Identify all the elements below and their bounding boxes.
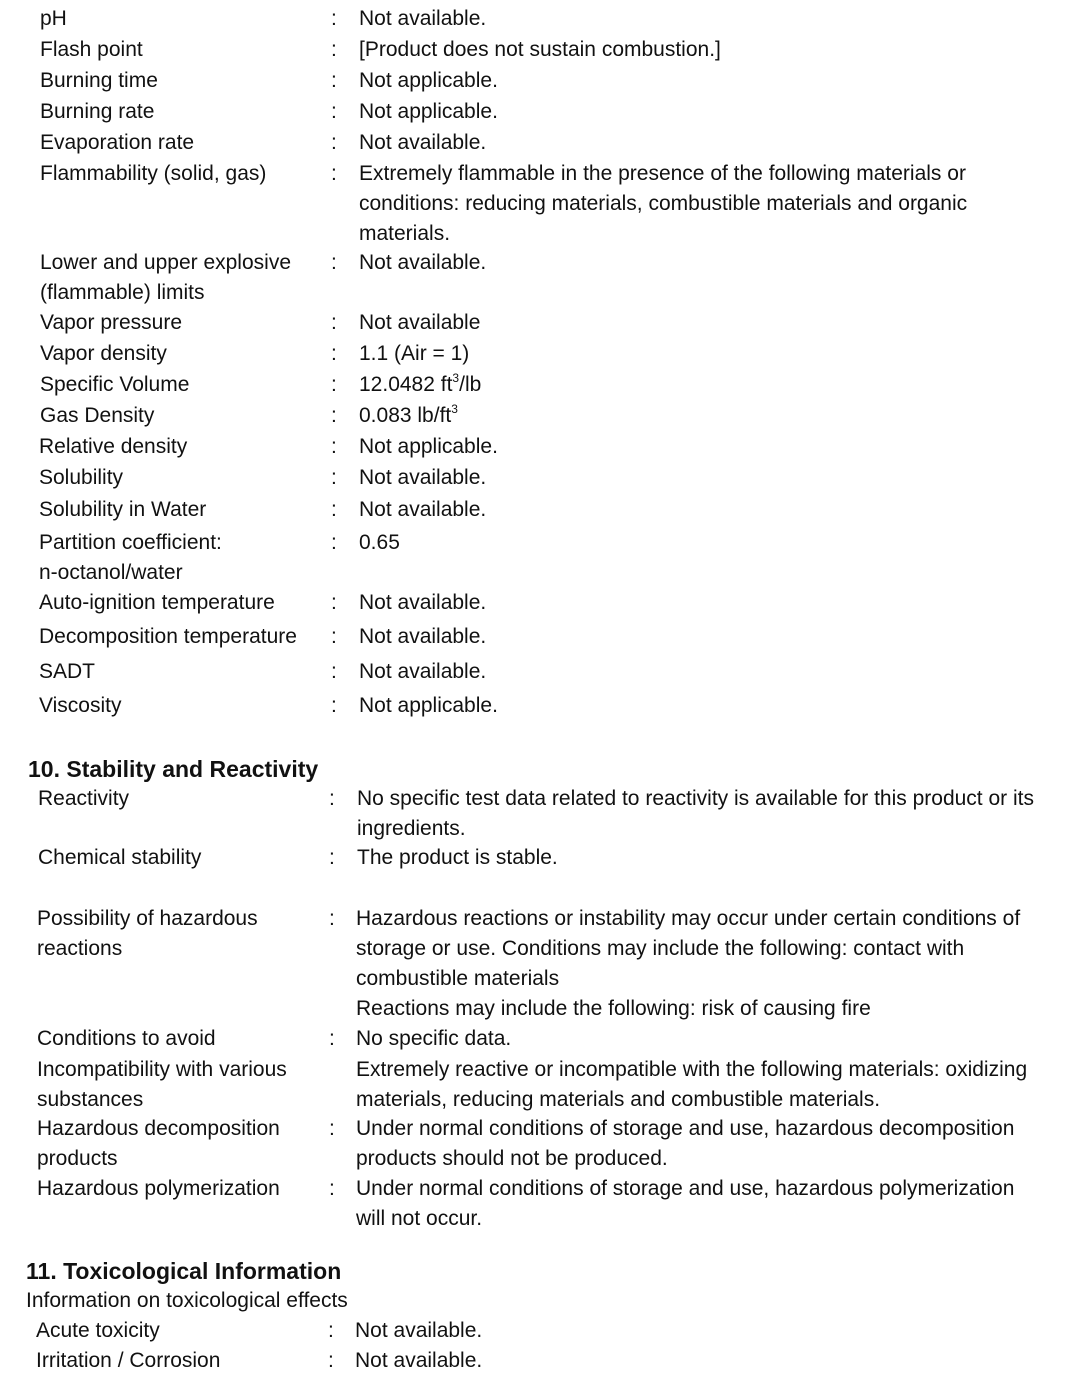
value-line: Under normal conditions of storage and use, hazardous decomposition (356, 1117, 1015, 1140)
property-label: Viscosity (39, 694, 122, 717)
label-line: (flammable) limits (40, 281, 205, 304)
property-label: Flammability (solid, gas) (40, 162, 267, 185)
property-value: Not available. (359, 466, 487, 489)
label-line: reactions (37, 937, 123, 960)
property-value (356, 1114, 1056, 1174)
colon-separator: : (331, 694, 337, 717)
value-superscript: 3 (451, 402, 458, 416)
value-line: storage or use. Conditions may include the following: contact with (356, 937, 965, 960)
property-value: Not available (359, 311, 481, 334)
property-label: Chemical stability (38, 846, 202, 869)
label-line: Incompatibility with various (37, 1058, 287, 1081)
colon-separator: : (331, 311, 337, 334)
property-value: [Product does not sustain combustion.] (359, 38, 721, 61)
property-label (39, 528, 222, 588)
value-line: materials, reducing materials and combustible materials. (356, 1088, 881, 1111)
value-suffix: /lb (459, 373, 482, 396)
value-line: materials. (359, 222, 451, 245)
value-line: products should not be produced. (356, 1147, 668, 1170)
value-line: combustible materials (356, 967, 560, 990)
property-value (359, 370, 1059, 400)
property-value: No specific data. (356, 1027, 512, 1050)
colon-separator: : (329, 907, 335, 930)
colon-separator: : (331, 100, 337, 123)
property-label: Acute toxicity (36, 1319, 160, 1342)
property-label: Hazardous polymerization (37, 1177, 280, 1200)
colon-separator: : (328, 1319, 334, 1342)
property-label: Conditions to avoid (37, 1027, 216, 1050)
property-label: Solubility (39, 466, 124, 489)
colon-separator: : (331, 404, 337, 427)
property-value: Not applicable. (359, 69, 498, 92)
value-line: Under normal conditions of storage and use, hazardous polymerization (356, 1177, 1015, 1200)
property-label: Relative density (39, 435, 188, 458)
colon-separator: : (329, 846, 335, 869)
property-value (356, 1174, 1056, 1234)
property-value: Not available. (359, 498, 487, 521)
colon-separator: : (329, 1117, 335, 1140)
property-label: Vapor density (40, 342, 167, 365)
label-line: Lower and upper explosive (40, 251, 291, 274)
property-label: Reactivity (38, 787, 130, 810)
property-value (359, 401, 1059, 431)
colon-separator: : (329, 1177, 335, 1200)
property-value: Not available. (359, 591, 487, 614)
value-main: 12.0482 ft (359, 373, 453, 396)
property-value: Not applicable. (359, 694, 498, 717)
value-line: ingredients. (357, 817, 466, 840)
value-line: No specific test data related to reactivity is available for this product or its (357, 787, 1034, 810)
label-line: substances (37, 1088, 144, 1111)
colon-separator: : (331, 251, 337, 274)
property-label: Irritation / Corrosion (36, 1349, 221, 1372)
value-line: Reactions may include the following: risk of causing fire (356, 997, 871, 1020)
property-value: The product is stable. (357, 846, 558, 869)
property-label: Solubility in Water (39, 498, 207, 521)
property-label: Evaporation rate (40, 131, 195, 154)
value-line: will not occur. (356, 1207, 483, 1230)
property-label: Auto-ignition temperature (39, 591, 275, 614)
value-line: Extremely flammable in the presence of the following materials or (359, 162, 966, 185)
section-heading: 11. Toxicological Information (26, 1258, 342, 1284)
colon-separator: : (331, 38, 337, 61)
property-value: Not applicable. (359, 100, 498, 123)
section-heading: 10. Stability and Reactivity (28, 756, 319, 782)
colon-separator: : (331, 7, 337, 30)
property-label: Specific Volume (40, 373, 190, 396)
label-line: products (37, 1147, 118, 1170)
colon-separator: : (331, 625, 337, 648)
colon-separator: : (331, 131, 337, 154)
property-label (37, 904, 258, 964)
colon-separator: : (331, 660, 337, 683)
property-value (356, 1055, 1056, 1115)
property-label: Burning time (40, 69, 158, 92)
property-label: Burning rate (40, 100, 155, 123)
label-line: Hazardous decomposition (37, 1117, 280, 1140)
property-label (37, 1114, 280, 1174)
colon-separator: : (331, 342, 337, 365)
colon-separator: : (331, 531, 337, 554)
value-superscript: 3 (452, 371, 460, 385)
colon-separator: : (328, 1349, 334, 1372)
property-label: Decomposition temperature (39, 625, 297, 648)
property-value: Not available. (359, 625, 487, 648)
property-value: Not available. (355, 1319, 483, 1342)
colon-separator: : (331, 435, 337, 458)
value-line: conditions: reducing materials, combustible materials and organic (359, 192, 968, 215)
property-value: 0.65 (359, 531, 400, 554)
value-line: Hazardous reactions or instability may occur under certain conditions of (356, 907, 1021, 930)
colon-separator: : (329, 787, 335, 810)
property-label: Vapor pressure (40, 311, 183, 334)
colon-separator: : (331, 69, 337, 92)
property-label: pH (40, 7, 67, 30)
property-value: 1.1 (Air = 1) (359, 342, 470, 365)
colon-separator: : (331, 373, 337, 396)
property-value (356, 904, 1056, 1024)
property-value (359, 159, 1059, 249)
property-value: Not available. (359, 7, 487, 30)
value-main: 0.083 lb/ft (359, 404, 452, 427)
colon-separator: : (331, 498, 337, 521)
property-label (40, 248, 291, 308)
section-subheading: Information on toxicological effects (26, 1289, 348, 1312)
property-value: Not available. (355, 1349, 483, 1372)
label-line: Possibility of hazardous (37, 907, 258, 930)
colon-separator: : (329, 1027, 335, 1050)
property-label: SADT (39, 660, 96, 683)
colon-separator: : (331, 591, 337, 614)
property-value: Not available. (359, 131, 487, 154)
label-line: n-octanol/water (39, 561, 183, 584)
label-line: Partition coefficient: (39, 531, 222, 554)
property-label: Flash point (40, 38, 143, 61)
colon-separator: : (331, 162, 337, 185)
value-line: Extremely reactive or incompatible with the following materials: oxidizing (356, 1058, 1028, 1081)
property-value: Not applicable. (359, 435, 498, 458)
property-label: Gas Density (40, 404, 155, 427)
property-value: Not available. (359, 660, 487, 683)
property-label (37, 1055, 287, 1115)
property-value (357, 784, 1057, 844)
property-value: Not available. (359, 251, 487, 274)
colon-separator: : (331, 466, 337, 489)
